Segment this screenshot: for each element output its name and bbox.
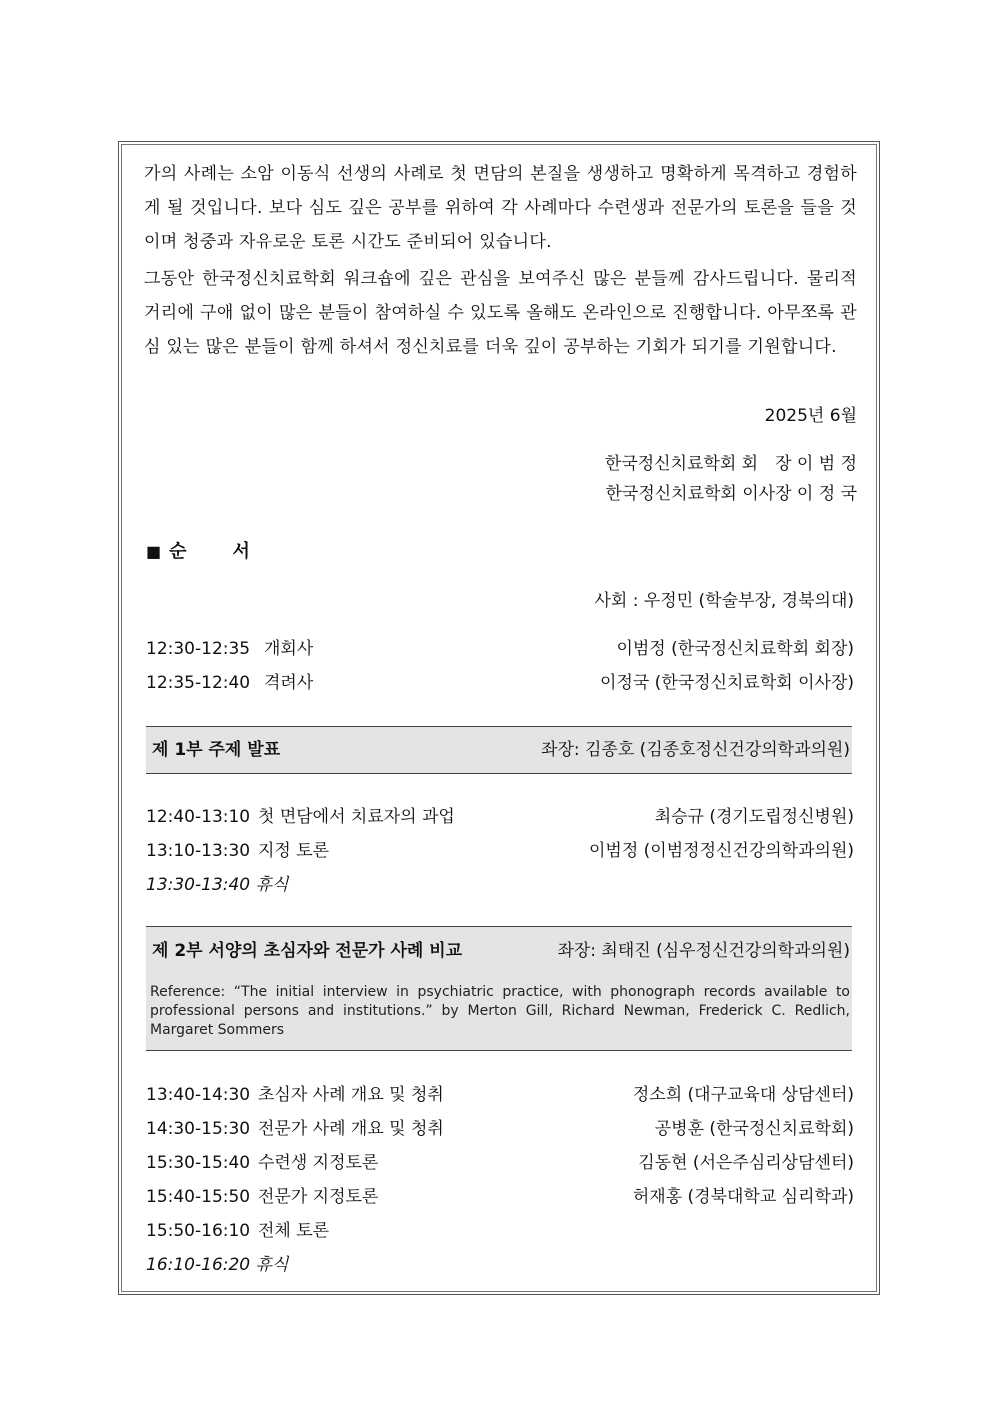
schedule-time: 12:35-12:40	[146, 673, 251, 693]
schedule-time: 13:10-13:30	[146, 841, 251, 861]
schedule-time: 13:40-14:30	[146, 1085, 251, 1105]
square-bullet-icon: ■	[146, 542, 162, 561]
break-row: 13:30-13:40 휴식	[146, 875, 289, 895]
schedule-title: 개회사	[264, 639, 314, 659]
schedule-title: 지정 토론	[258, 841, 330, 861]
schedule-speaker: 김동현 (서은주심리상담센터)	[638, 1153, 854, 1173]
schedule-row	[146, 1150, 854, 1176]
schedule-title: 격려사	[264, 673, 314, 693]
schedule-time: 14:30-15:30	[146, 1119, 251, 1139]
schedule-speaker: 공병훈 (한국정신치료학회)	[654, 1119, 854, 1139]
schedule-speaker: 이범정 (이범정정신건강의학과의원)	[589, 841, 854, 861]
heading-char-2: 서	[232, 541, 250, 562]
signature-president: 한국정신치료학회 회 장 이 범 정	[604, 454, 857, 474]
intro-paragraph-1: 가의 사례는 소암 이동식 선생의 사례로 첫 면담의 본질을 생생하고 명확하게 목격하고 경험하게 될 것입니다. 보다 심도 깊은 공부를 위하여 각 사례마다 수련생과 전문가의 토론을 들을 것이며 청중과 자유로운 토론 시간도 준비되어 있습니다.	[144, 164, 857, 252]
part1-title: 제 1부 주제 발표	[152, 740, 281, 760]
schedule-speaker: 이범정 (한국정신치료학회 회장)	[616, 639, 854, 659]
schedule-row	[146, 636, 854, 662]
program-heading	[146, 540, 250, 564]
part1-header-band	[146, 726, 852, 774]
schedule-speaker: 최승규 (경기도립정신병원)	[654, 807, 854, 827]
schedule-row	[146, 1082, 854, 1108]
break-row: 16:10-16:20 휴식	[146, 1255, 289, 1275]
moderator-line: 사회 : 우정민 (학술부장, 경북의대)	[594, 591, 854, 611]
schedule-title: 전문가 지정토론	[258, 1187, 379, 1207]
schedule-time: 15:50-16:10	[146, 1221, 251, 1241]
part2-header-band	[146, 926, 852, 1051]
schedule-title: 초심자 사례 개요 및 청취	[258, 1085, 444, 1105]
intro-paragraph-2: 그동안 한국정신치료학회 워크숍에 깊은 관심을 보여주신 많은 분들께 감사드립니다. 물리적 거리에 구애 없이 많은 분들이 참여하실 수 있도록 올해도 온라인으로 진행합니다. 아무쪼록 관심 있는 많은 분들이 함께 하셔서 정신치료를 더욱 깊이 공부하는 기회가 되기를 기원합니다.	[144, 269, 857, 357]
heading-char-1: 순	[169, 541, 187, 562]
schedule-time: 12:30-12:35	[146, 639, 251, 659]
part2-chair: 좌장: 최태진 (심우정신건강의학과의원)	[557, 941, 850, 961]
schedule-speaker: 이정국 (한국정신치료학회 이사장)	[600, 673, 854, 693]
schedule-row	[146, 804, 854, 830]
schedule-time: 12:40-13:10	[146, 807, 251, 827]
schedule-row	[146, 1218, 854, 1244]
schedule-speaker: 정소희 (대구교육대 상담센터)	[632, 1085, 854, 1105]
part2-reference: Reference: “The initial interview in psychiatric practice, with phonograph records available to professional persons and institutions.” by Merton Gill, Richard Newman, Frederick C. Redlich, Margaret Sommers	[150, 984, 850, 1038]
schedule-time: 15:40-15:50	[146, 1187, 251, 1207]
schedule-time: 15:30-15:40	[146, 1153, 251, 1173]
part2-title: 제 2부 서양의 초심자와 전문가 사례 비교	[152, 941, 463, 961]
signature-chairman: 한국정신치료학회 이사장 이 정 국	[605, 484, 857, 504]
schedule-speaker: 허재홍 (경북대학교 심리학과)	[632, 1187, 854, 1207]
schedule-row	[146, 670, 854, 696]
schedule-title: 첫 면담에서 치료자의 과업	[258, 807, 455, 827]
schedule-row	[146, 1184, 854, 1210]
schedule-title: 전문가 사례 개요 및 청취	[258, 1119, 444, 1139]
letter-date: 2025년 6월	[764, 406, 857, 426]
schedule-title: 전체 토론	[258, 1221, 330, 1241]
schedule-title: 수련생 지정토론	[258, 1153, 379, 1173]
part1-chair: 좌장: 김종호 (김종호정신건강의학과의원)	[541, 740, 850, 760]
schedule-row	[146, 838, 854, 864]
schedule-row	[146, 1116, 854, 1142]
